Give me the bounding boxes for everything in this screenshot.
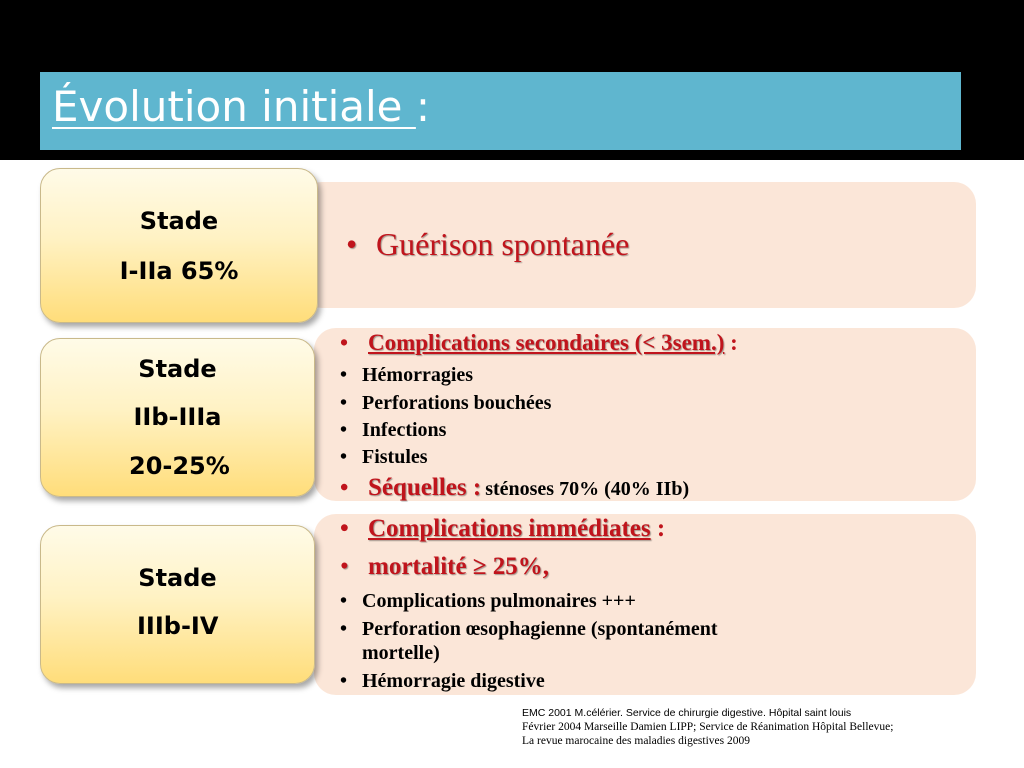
list-item: • Hémorragie digestive (340, 670, 545, 692)
list-item: • Complications pulmonaires +++ (340, 590, 636, 612)
references (522, 706, 893, 748)
stage-percentage: 20-25% (129, 452, 230, 480)
stage-label: Stade (139, 207, 219, 235)
stage-value: IIb-IIIa (133, 403, 222, 431)
stage-value: IIIb-IV (137, 612, 219, 640)
slide-title: Évolution initiale : (52, 82, 431, 131)
list-item: • Perforation œsophagienne (spontanément (340, 618, 718, 640)
reference-line: La revue marocaine des maladies digestives 2009 (522, 735, 751, 747)
list-item-continuation: mortelle) (362, 642, 440, 664)
reference-line: EMC 2001 M.célérier. Service de chirurgie digestive. Hôpital saint louis (522, 707, 852, 719)
stage-label: Stade (138, 355, 217, 383)
panel3-mortality: • mortalité ≥ 25%, (340, 553, 550, 580)
stage-label: Stade (138, 564, 217, 592)
list-item: • Infections (340, 419, 447, 441)
stage-box-1 (40, 168, 318, 323)
list-item: • Fistules (340, 446, 428, 468)
list-item: • Hémorragies (340, 364, 474, 386)
reference-line: Février 2004 Marseille Damien LIPP; Service de Réanimation Hôpital Bellevue; (522, 721, 894, 733)
panel3-heading: • Complications immédiates : (340, 515, 666, 542)
stage-box-2 (40, 338, 315, 497)
panel2-heading: • Complications secondaires (< 3sem.) : (340, 330, 738, 355)
panel1-item: • Guérison spontanée (346, 226, 630, 262)
panel2-sequelles: • Séquelles : sténoses 70% (40% IIb) (340, 474, 690, 501)
title-bar (40, 72, 961, 150)
stage-box-3 (40, 525, 315, 684)
list-item: • Perforations bouchées (340, 392, 552, 414)
stage-value: I-IIa 65% (119, 257, 239, 285)
